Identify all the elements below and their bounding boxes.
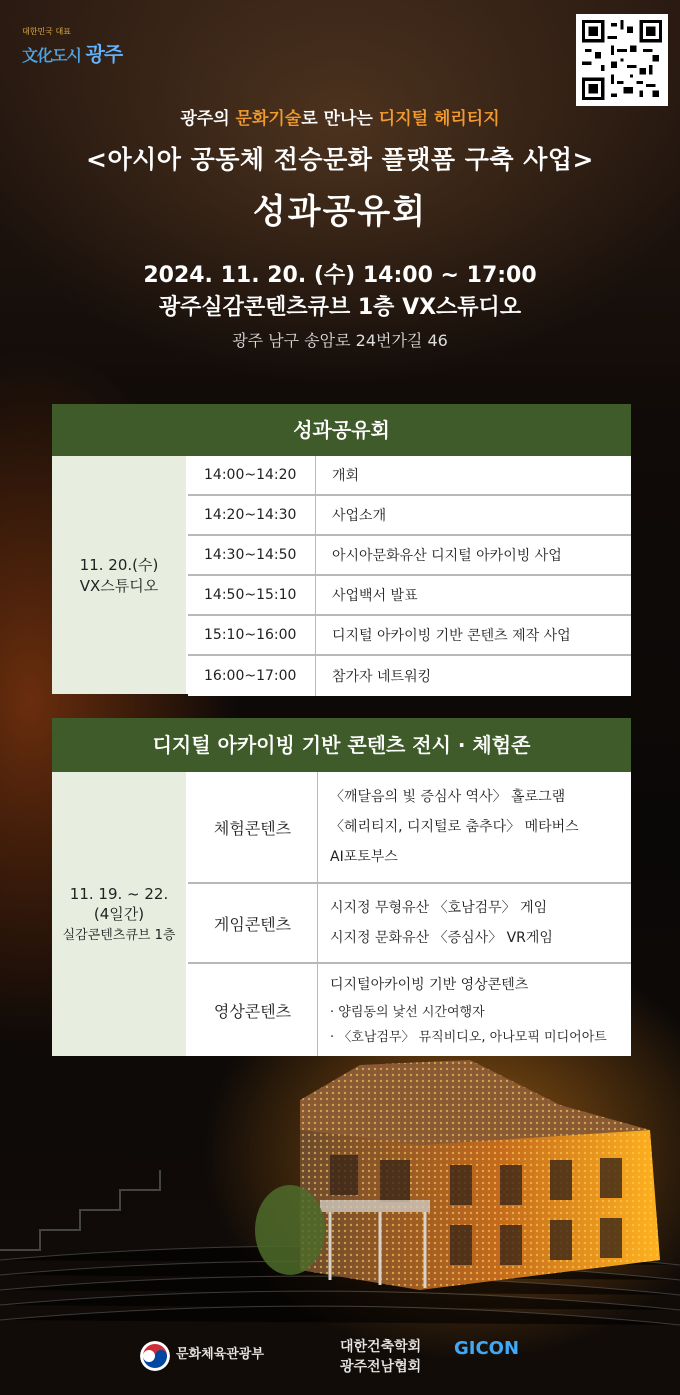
kicker-pre: 광주의 — [180, 109, 236, 129]
list-item: 시지정 문화유산 〈증심사〉 VR게임 — [330, 930, 553, 946]
row-program: 사업소개 — [332, 508, 387, 524]
korea-emblem-icon — [140, 1341, 170, 1371]
list-item: · 양림동의 낯선 시간여행자 — [330, 1005, 485, 1020]
schedule-place: VX스튜디오 — [79, 577, 159, 595]
category-name: 영상콘텐츠 — [188, 964, 318, 1056]
exhibition-date-cell — [52, 772, 188, 1056]
row-program: 참가자 네트워킹 — [332, 669, 432, 685]
exhibition-place: 실감콘텐츠큐브 1층 — [62, 928, 176, 943]
heritage-house-illustration — [0, 1060, 680, 1340]
footer-org-association: 대한건축학회 — [340, 1339, 422, 1355]
schedule-date-cell — [52, 456, 188, 694]
logo-text — [22, 38, 122, 67]
event-datetime: 2024. 11. 20. (수) 14:00 ~ 17:00 — [143, 263, 537, 288]
exhibition-table — [52, 718, 631, 1056]
row-time: 14:50~15:10 — [188, 576, 316, 614]
footer-gicon-logo: GICON — [454, 1338, 520, 1359]
footer-org-ministry: 문화체육관광부 — [176, 1347, 264, 1362]
row-time: 14:00~14:20 — [188, 456, 316, 494]
table-row — [188, 616, 631, 656]
qr-code-icon — [582, 20, 662, 100]
row-program: 사업백서 발표 — [332, 588, 418, 604]
schedule-table — [52, 404, 631, 694]
table-row — [188, 964, 631, 1056]
row-program: 디지털 아카이빙 기반 콘텐츠 제작 사업 — [332, 628, 571, 644]
row-time: 14:20~14:30 — [188, 496, 316, 534]
table-row — [188, 496, 631, 536]
list-item: 〈깨달음의 빛 증심사 역사〉 홀로그램 — [330, 789, 566, 805]
table-row — [188, 536, 631, 576]
row-time: 16:00~17:00 — [188, 656, 316, 696]
event-address: 광주 남구 송암로 24번가길 46 — [232, 331, 448, 350]
list-item: 〈헤리티지, 디지털로 춤추다〉 메타버스 — [330, 819, 579, 835]
list-item: AI포토부스 — [330, 849, 398, 865]
table-row — [188, 576, 631, 616]
list-item: 시지정 무형유산 〈호남검무〉 게임 — [330, 900, 548, 916]
logo-main-text: 文化도시 — [22, 46, 81, 65]
table-row — [188, 772, 631, 884]
table-row — [188, 456, 631, 496]
exhibition-date: 11. 19. ~ 22. — [69, 885, 169, 903]
kicker-highlight-2: 디지털 헤리티지 — [378, 109, 500, 129]
project-title: <아시아 공동체 전승문화 플랫폼 구축 사업> — [86, 145, 594, 174]
qr-code[interactable] — [576, 14, 668, 106]
footer-org-regional: 광주전남협회 — [340, 1359, 422, 1375]
table-row — [188, 884, 631, 964]
list-item: · 〈호남검무〉 뮤직비디오, 아나모픽 미디어아트 — [330, 1030, 607, 1045]
kicker-line — [0, 104, 680, 129]
logo-tagline: 대한민국 대표 — [22, 27, 71, 36]
row-program: 아시아문화유산 디지털 아카이빙 사업 — [332, 548, 562, 564]
schedule-date: 11. 20.(수) — [79, 556, 159, 574]
table-row — [188, 656, 631, 696]
list-item: 디지털아카이빙 기반 영상콘텐츠 — [330, 977, 529, 993]
schedule-heading: 성과공유회 — [52, 404, 631, 456]
page-title: 성과공유회 — [252, 192, 428, 232]
row-program: 개회 — [332, 468, 360, 484]
category-name: 게임콘텐츠 — [188, 884, 318, 962]
row-time: 14:30~14:50 — [188, 536, 316, 574]
gwangju-logo — [22, 26, 132, 66]
event-venue: 광주실감콘텐츠큐브 1층 VX스튜디오 — [158, 295, 522, 320]
exhibition-heading: 디지털 아카이빙 기반 콘텐츠 전시 · 체험존 — [52, 718, 631, 772]
category-name: 체험콘텐츠 — [188, 772, 318, 882]
logo-city: 광주 — [85, 42, 123, 66]
exhibition-duration: (4일간) — [93, 905, 145, 923]
kicker-highlight: 문화기술 — [235, 109, 302, 129]
kicker-mid: 로 만나는 — [301, 109, 379, 129]
row-time: 15:10~16:00 — [188, 616, 316, 654]
